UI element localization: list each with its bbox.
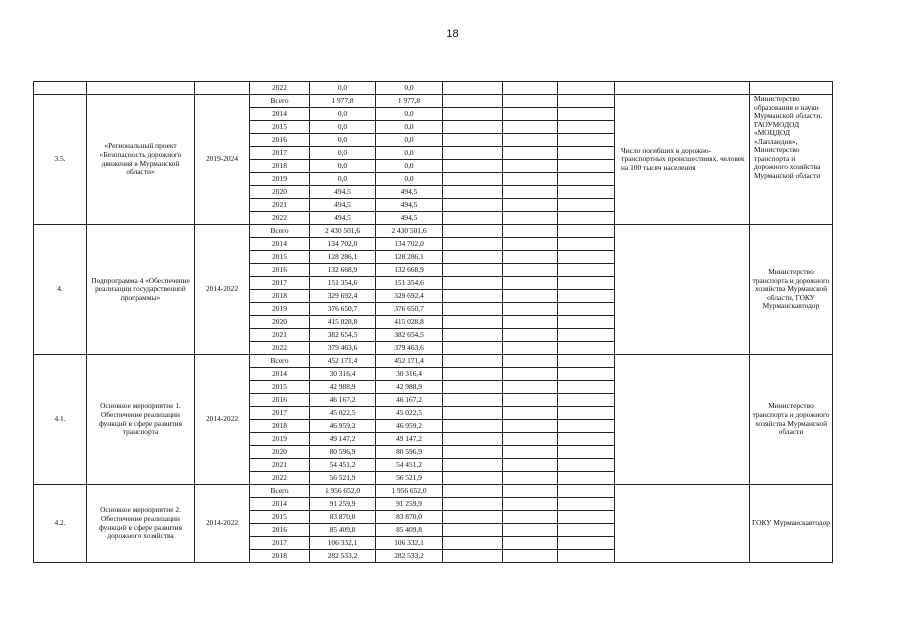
- cell-empty: [558, 225, 615, 238]
- cell-value-budget: 91 259,9: [376, 498, 443, 511]
- cell-empty: [503, 173, 558, 186]
- cell-empty: [503, 238, 558, 251]
- cell-value-total: 0,0: [310, 173, 376, 186]
- cell-year: 2022: [250, 472, 310, 485]
- cell-empty: [443, 407, 503, 420]
- cell-value-budget: 49 147,2: [376, 433, 443, 446]
- cell-empty: [503, 95, 558, 108]
- cell-value-total: 46 167,2: [310, 394, 376, 407]
- cell-value-total: 376 650,7: [310, 303, 376, 316]
- cell-empty: [558, 524, 615, 537]
- cell-empty: [443, 394, 503, 407]
- cell-year: 2014: [250, 498, 310, 511]
- cell-value-total: 151 354,6: [310, 277, 376, 290]
- cell-empty: [558, 420, 615, 433]
- cell-empty: [503, 212, 558, 225]
- section-number: 4.: [34, 225, 87, 355]
- cell-empty: [503, 446, 558, 459]
- cell-indicator: [615, 82, 750, 95]
- section-period: 2014-2022: [195, 225, 250, 355]
- cell-year: Всего: [250, 225, 310, 238]
- cell-year: 2016: [250, 134, 310, 147]
- cell-value-total: 134 702,0: [310, 238, 376, 251]
- section-executor: Министерство транспорта и дорожного хозяйства Мурманской области, ГОКУ Мурманскавтодор: [750, 225, 833, 355]
- cell-num: [34, 82, 87, 95]
- cell-empty: [503, 82, 558, 95]
- cell-empty: [443, 511, 503, 524]
- cell-empty: [558, 485, 615, 498]
- cell-empty: [558, 82, 615, 95]
- cell-year: 2014: [250, 108, 310, 121]
- cell-value-total: 0,0: [310, 82, 376, 95]
- cell-period: [195, 82, 250, 95]
- cell-empty: [558, 186, 615, 199]
- cell-value-budget: 494,5: [376, 186, 443, 199]
- cell-empty: [443, 537, 503, 550]
- cell-value-total: 80 596,9: [310, 446, 376, 459]
- cell-empty: [443, 121, 503, 134]
- cell-empty: [503, 498, 558, 511]
- cell-executor: [750, 82, 833, 95]
- section-period: 2014-2022: [195, 355, 250, 485]
- cell-year: 2020: [250, 186, 310, 199]
- table-row: [34, 95, 833, 108]
- cell-year: 2015: [250, 121, 310, 134]
- cell-value-total: 494,5: [310, 212, 376, 225]
- cell-year: 2017: [250, 147, 310, 160]
- cell-empty: [503, 147, 558, 160]
- cell-empty: [558, 381, 615, 394]
- cell-empty: [443, 251, 503, 264]
- section-period: 2019-2024: [195, 95, 250, 225]
- cell-empty: [558, 407, 615, 420]
- cell-year: 2022: [250, 82, 310, 95]
- cell-value-budget: 494,5: [376, 199, 443, 212]
- cell-value-budget: 54 451,2: [376, 459, 443, 472]
- cell-empty: [558, 537, 615, 550]
- cell-empty: [443, 485, 503, 498]
- cell-year: 2015: [250, 381, 310, 394]
- cell-empty: [443, 368, 503, 381]
- cell-empty: [503, 108, 558, 121]
- section-period: 2014-2022: [195, 485, 250, 563]
- cell-value-budget: 379 463,6: [376, 342, 443, 355]
- cell-empty: [503, 134, 558, 147]
- cell-empty: [558, 121, 615, 134]
- cell-year: 2017: [250, 277, 310, 290]
- cell-value-budget: 0,0: [376, 147, 443, 160]
- cell-empty: [503, 381, 558, 394]
- cell-value-total: 42 988,9: [310, 381, 376, 394]
- cell-empty: [443, 186, 503, 199]
- cell-value-budget: 56 521,9: [376, 472, 443, 485]
- cell-value-budget: 382 654,5: [376, 329, 443, 342]
- cell-year: 2018: [250, 550, 310, 563]
- cell-value-total: 49 147,2: [310, 433, 376, 446]
- cell-value-budget: 2 430 501,6: [376, 225, 443, 238]
- cell-empty: [503, 316, 558, 329]
- cell-empty: [503, 329, 558, 342]
- cell-empty: [558, 511, 615, 524]
- cell-value-total: 0,0: [310, 134, 376, 147]
- cell-value-total: 494,5: [310, 186, 376, 199]
- cell-value-budget: 0,0: [376, 82, 443, 95]
- section-name: Основное мероприятие 2. Обеспечение реализации функций в сфере развития дорожного хозяйства: [87, 485, 195, 563]
- cell-value-total: 329 692,4: [310, 290, 376, 303]
- cell-empty: [558, 134, 615, 147]
- cell-empty: [503, 433, 558, 446]
- cell-value-budget: 80 596,9: [376, 446, 443, 459]
- cell-empty: [503, 420, 558, 433]
- cell-year: Всего: [250, 95, 310, 108]
- cell-empty: [503, 290, 558, 303]
- table-row: [34, 82, 833, 95]
- cell-value-budget: 106 332,1: [376, 537, 443, 550]
- cell-empty: [443, 472, 503, 485]
- cell-empty: [558, 160, 615, 173]
- cell-year: 2022: [250, 212, 310, 225]
- cell-value-budget: 0,0: [376, 160, 443, 173]
- cell-empty: [443, 290, 503, 303]
- section-name: «Региональный проект «Безопасность дорожного движения в Мурманской области»: [87, 95, 195, 225]
- cell-empty: [443, 303, 503, 316]
- cell-value-total: 83 870,0: [310, 511, 376, 524]
- cell-value-budget: 282 533,2: [376, 550, 443, 563]
- table-row: [34, 225, 833, 238]
- cell-empty: [558, 147, 615, 160]
- cell-empty: [443, 108, 503, 121]
- cell-empty: [558, 303, 615, 316]
- cell-year: 2017: [250, 407, 310, 420]
- cell-year: 2016: [250, 524, 310, 537]
- cell-empty: [503, 537, 558, 550]
- cell-empty: [443, 381, 503, 394]
- cell-empty: [503, 355, 558, 368]
- cell-empty: [443, 459, 503, 472]
- cell-empty: [503, 472, 558, 485]
- cell-empty: [443, 160, 503, 173]
- cell-empty: [558, 459, 615, 472]
- cell-empty: [503, 264, 558, 277]
- cell-value-total: 128 286,1: [310, 251, 376, 264]
- cell-empty: [443, 212, 503, 225]
- cell-year: 2022: [250, 342, 310, 355]
- cell-value-budget: 0,0: [376, 121, 443, 134]
- cell-value-total: 1 977,8: [310, 95, 376, 108]
- cell-value-total: 85 409,8: [310, 524, 376, 537]
- cell-value-total: 30 316,4: [310, 368, 376, 381]
- cell-year: 2020: [250, 446, 310, 459]
- cell-value-budget: 46 959,2: [376, 420, 443, 433]
- section-executor: Министерство образования и науки Мурманской области, ГАОУМОДОД «МОЦДОД «Лапландия», Министерство транспорта и дорожного хозяйства Мурманской области: [750, 95, 833, 225]
- section-indicator: [615, 355, 750, 485]
- cell-year: 2018: [250, 160, 310, 173]
- section-number: 4.2.: [34, 485, 87, 563]
- cell-year: Всего: [250, 355, 310, 368]
- cell-year: 2016: [250, 394, 310, 407]
- cell-empty: [503, 199, 558, 212]
- cell-empty: [558, 446, 615, 459]
- cell-empty: [558, 394, 615, 407]
- cell-value-budget: 415 028,8: [376, 316, 443, 329]
- cell-empty: [558, 290, 615, 303]
- cell-value-total: 0,0: [310, 121, 376, 134]
- table-row: [34, 485, 833, 498]
- cell-empty: [558, 95, 615, 108]
- cell-empty: [503, 511, 558, 524]
- cell-value-budget: 1 956 652,0: [376, 485, 443, 498]
- cell-value-budget: 1 977,8: [376, 95, 443, 108]
- cell-value-total: 379 463,6: [310, 342, 376, 355]
- cell-year: 2021: [250, 459, 310, 472]
- section-number: 3.5.: [34, 95, 87, 225]
- cell-value-total: 56 521,9: [310, 472, 376, 485]
- cell-value-total: 45 022,5: [310, 407, 376, 420]
- cell-value-budget: 83 870,0: [376, 511, 443, 524]
- cell-empty: [443, 134, 503, 147]
- cell-value-budget: 151 354,6: [376, 277, 443, 290]
- cell-empty: [558, 199, 615, 212]
- cell-empty: [503, 459, 558, 472]
- section-executor: Министерство транспорта и дорожного хозяйства Мурманской области: [750, 355, 833, 485]
- cell-empty: [558, 108, 615, 121]
- cell-value-budget: 128 286,1: [376, 251, 443, 264]
- section-indicator: [615, 225, 750, 355]
- cell-value-budget: 0,0: [376, 173, 443, 186]
- cell-year: 2020: [250, 316, 310, 329]
- cell-empty: [503, 160, 558, 173]
- cell-empty: [503, 394, 558, 407]
- cell-empty: [503, 303, 558, 316]
- section-executor: ГОКУ Мурманскавтодор: [750, 485, 833, 563]
- cell-empty: [443, 355, 503, 368]
- cell-year: 2019: [250, 173, 310, 186]
- cell-empty: [443, 316, 503, 329]
- cell-empty: [443, 225, 503, 238]
- cell-value-total: 46 959,2: [310, 420, 376, 433]
- cell-empty: [558, 264, 615, 277]
- section-indicator: [615, 485, 750, 563]
- cell-value-budget: 45 022,5: [376, 407, 443, 420]
- cell-year: 2021: [250, 329, 310, 342]
- section-name: Подпрограмма 4 «Обеспечение реализации государственной программы»: [87, 225, 195, 355]
- cell-value-budget: 134 702,0: [376, 238, 443, 251]
- cell-empty: [503, 277, 558, 290]
- cell-empty: [443, 498, 503, 511]
- cell-year: 2015: [250, 511, 310, 524]
- cell-empty: [443, 342, 503, 355]
- cell-empty: [558, 355, 615, 368]
- page-number: 18: [446, 28, 459, 40]
- cell-empty: [443, 446, 503, 459]
- cell-value-budget: 329 692,4: [376, 290, 443, 303]
- cell-year: 2019: [250, 303, 310, 316]
- cell-empty: [503, 550, 558, 563]
- cell-empty: [558, 498, 615, 511]
- cell-value-budget: 452 171,4: [376, 355, 443, 368]
- cell-empty: [503, 121, 558, 134]
- cell-year: Всего: [250, 485, 310, 498]
- cell-empty: [503, 186, 558, 199]
- cell-year: 2018: [250, 290, 310, 303]
- cell-value-total: 1 956 652,0: [310, 485, 376, 498]
- cell-value-total: 132 668,9: [310, 264, 376, 277]
- cell-empty: [558, 251, 615, 264]
- cell-value-total: 0,0: [310, 147, 376, 160]
- cell-name: [87, 82, 195, 95]
- cell-value-budget: 494,5: [376, 212, 443, 225]
- cell-empty: [443, 550, 503, 563]
- cell-empty: [503, 368, 558, 381]
- cell-empty: [558, 329, 615, 342]
- cell-empty: [443, 420, 503, 433]
- cell-empty: [443, 199, 503, 212]
- cell-empty: [443, 264, 503, 277]
- section-name: Основное мероприятие 1. Обеспечение реализации функций в сфере развития транспорта: [87, 355, 195, 485]
- cell-empty: [443, 95, 503, 108]
- cell-empty: [503, 251, 558, 264]
- cell-value-budget: 132 668,9: [376, 264, 443, 277]
- cell-value-total: 106 332,1: [310, 537, 376, 550]
- cell-value-budget: 0,0: [376, 134, 443, 147]
- table-row: [34, 355, 833, 368]
- cell-empty: [503, 485, 558, 498]
- cell-year: 2017: [250, 537, 310, 550]
- cell-empty: [443, 433, 503, 446]
- cell-year: 2015: [250, 251, 310, 264]
- cell-value-budget: 42 988,9: [376, 381, 443, 394]
- cell-value-total: 54 451,2: [310, 459, 376, 472]
- cell-empty: [558, 212, 615, 225]
- cell-empty: [558, 316, 615, 329]
- cell-year: 2016: [250, 264, 310, 277]
- cell-value-total: 282 533,2: [310, 550, 376, 563]
- cell-value-budget: 30 316,4: [376, 368, 443, 381]
- cell-empty: [443, 329, 503, 342]
- cell-year: 2018: [250, 420, 310, 433]
- cell-value-total: 452 171,4: [310, 355, 376, 368]
- cell-empty: [503, 225, 558, 238]
- cell-empty: [443, 277, 503, 290]
- cell-empty: [558, 238, 615, 251]
- cell-year: 2019: [250, 433, 310, 446]
- cell-empty: [558, 173, 615, 186]
- section-number: 4.1.: [34, 355, 87, 485]
- cell-value-total: 0,0: [310, 160, 376, 173]
- cell-value-budget: 46 167,2: [376, 394, 443, 407]
- cell-empty: [558, 342, 615, 355]
- cell-year: 2014: [250, 238, 310, 251]
- cell-year: 2021: [250, 199, 310, 212]
- cell-empty: [558, 368, 615, 381]
- cell-value-total: 382 654,5: [310, 329, 376, 342]
- cell-empty: [443, 238, 503, 251]
- cell-empty: [558, 472, 615, 485]
- cell-empty: [503, 342, 558, 355]
- cell-value-total: 2 430 501,6: [310, 225, 376, 238]
- cell-empty: [443, 524, 503, 537]
- cell-empty: [558, 550, 615, 563]
- cell-empty: [503, 407, 558, 420]
- cell-empty: [503, 524, 558, 537]
- cell-value-total: 91 259,9: [310, 498, 376, 511]
- cell-value-budget: 85 409,8: [376, 524, 443, 537]
- cell-empty: [443, 147, 503, 160]
- cell-empty: [443, 173, 503, 186]
- cell-value-total: 0,0: [310, 108, 376, 121]
- cell-empty: [558, 433, 615, 446]
- cell-value-total: 494,5: [310, 199, 376, 212]
- cell-year: 2014: [250, 368, 310, 381]
- cell-value-total: 415 028,8: [310, 316, 376, 329]
- cell-empty: [558, 277, 615, 290]
- cell-value-budget: 0,0: [376, 108, 443, 121]
- section-indicator: Число погибших в дорожно-транспортных происшествиях, человек на 100 тысяч населения: [615, 95, 750, 225]
- program-funding-table: [33, 81, 833, 563]
- cell-empty: [443, 82, 503, 95]
- cell-value-budget: 376 650,7: [376, 303, 443, 316]
